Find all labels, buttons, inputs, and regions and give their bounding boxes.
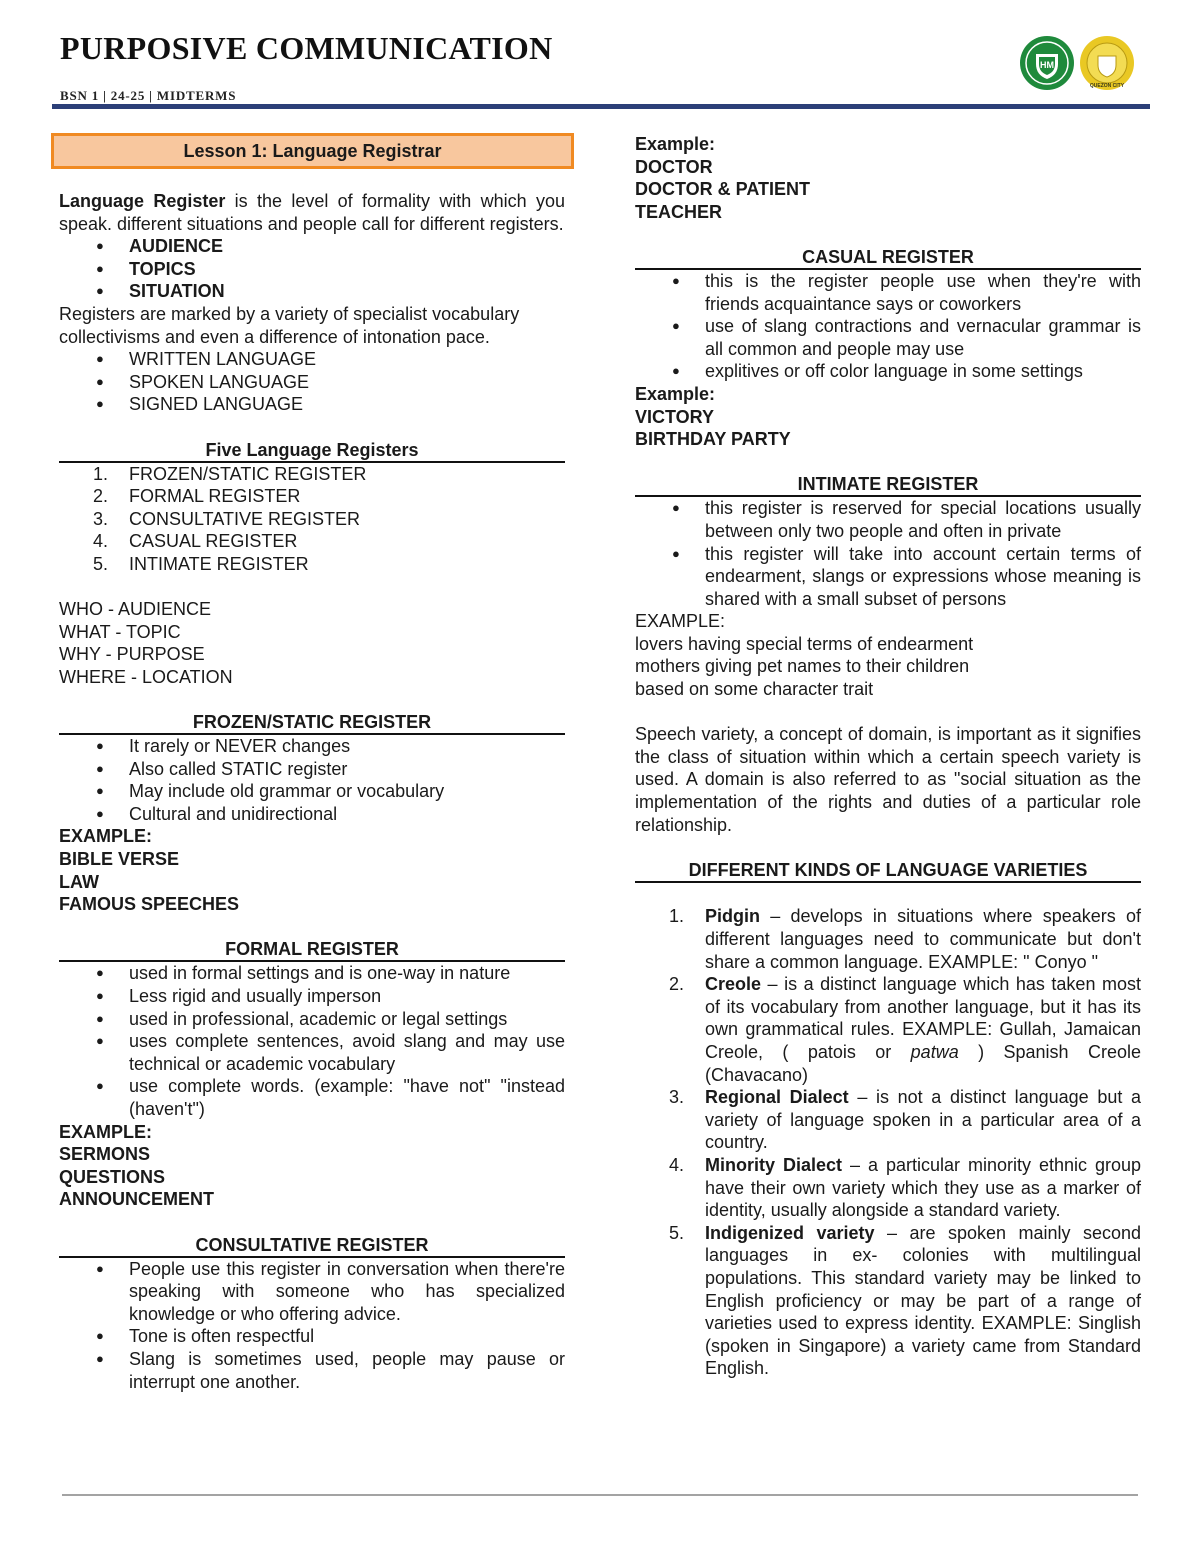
right-column: [635, 133, 1141, 1380]
intro-text: is the level of formality with which you speak. different situations and people call for different registers.: [59, 191, 565, 234]
casual-bullets: [635, 270, 1141, 383]
example-item: based on some character trait: [635, 679, 874, 700]
list-item: 3. Regional Dialect – is not a distinct language but a variety of language spoken in a particular area of a country.: [669, 1087, 1141, 1153]
example-item: BIBLE VERSE: [59, 849, 180, 870]
intro-paragraph: [59, 190, 565, 235]
example-item: VICTORY: [635, 406, 715, 427]
five-registers-list: [59, 463, 565, 576]
formal-bullets: [59, 962, 565, 1120]
list-item: 2. FORMAL REGISTER: [93, 486, 301, 507]
consultative-bullets: [59, 1258, 565, 1394]
list-item: ● SITUATION: [129, 280, 565, 303]
example-item: LAW: [59, 871, 99, 892]
example-label: EXAMPLE:: [635, 611, 726, 632]
list-item: 1. Pidgin – develops in situations where speakers of different languages need to communicate but don't share a common language. EXAMPLE: " Conyo ": [669, 906, 1141, 972]
example-label: Example:: [635, 134, 716, 154]
list-item: ● Slang is sometimes used, people may pause or interrupt one another.: [129, 1348, 565, 1393]
list-item: 1. FROZEN/STATIC REGISTER: [93, 463, 367, 484]
varieties-list: [635, 905, 1141, 1379]
intro-term: Language Register: [59, 191, 226, 211]
formal-register-heading: FORMAL REGISTER: [59, 938, 565, 962]
quezon-city-seal-logo: [1078, 34, 1136, 92]
speech-variety-paragraph: Speech variety, a concept of domain, is important as it signifies the class of situation within which a certain speech variety is used. A domain is also referred to as "social situation as the implementation of the rights and duties of a particular role relationship.: [635, 724, 1141, 835]
left-column: [59, 133, 565, 1393]
seal2-text: QUEZON CITY: [1089, 83, 1125, 89]
language-forms-list: [59, 348, 565, 416]
example-item: FAMOUS SPEECHES: [59, 894, 240, 915]
intimate-bullets: [635, 497, 1141, 610]
list-item: ● used in formal settings and is one-way in nature: [129, 962, 565, 985]
factors-list: [59, 235, 565, 303]
casual-register-heading: CASUAL REGISTER: [635, 246, 1141, 270]
list-item: ● uses complete sentences, avoid slang and may use technical or academic vocabulary: [129, 1030, 565, 1075]
intimate-register-heading: INTIMATE REGISTER: [635, 473, 1141, 497]
wh-line: WHERE - LOCATION: [59, 666, 233, 687]
document-subtitle: BSN 1 | 24-25 | MIDTERMS: [60, 88, 237, 103]
seal1-text: HM: [1040, 60, 1054, 70]
example-item: TEACHER: [635, 201, 723, 222]
markers-paragraph: Registers are marked by a variety of specialist vocabulary collectivisms and even a difference of intonation pace.: [59, 303, 520, 347]
list-item: ● TOPICS: [129, 258, 565, 281]
example-item: DOCTOR & PATIENT: [635, 179, 810, 200]
example-item: BIRTHDAY PARTY: [635, 429, 791, 450]
lesson-title-box: [51, 133, 574, 169]
list-item: ● this register is reserved for special locations usually between only two people and often in private: [705, 497, 1141, 542]
example-item: ANNOUNCEMENT: [59, 1189, 214, 1210]
list-item: ● this register will take into account certain terms of endearment, slangs or expressions whose meaning is shared with a small subset of persons: [705, 543, 1141, 611]
document-title: PURPOSIVE COMMUNICATION: [60, 30, 553, 66]
list-item: ● use complete words. (example: "have not" "instead (haven't"): [129, 1075, 565, 1120]
consultative-register-heading: CONSULTATIVE REGISTER: [59, 1234, 565, 1258]
lesson-title: Lesson 1: Language Registrar: [183, 140, 442, 161]
list-item: ● It rarely or NEVER changes: [129, 735, 565, 758]
example-item: mothers giving pet names to their children: [635, 656, 970, 677]
example-item: lovers having special terms of endearment: [635, 633, 974, 654]
list-item: ● this is the register people use when they're with friends acquaintance says or coworkers: [705, 270, 1141, 315]
list-item: 5. INTIMATE REGISTER: [93, 553, 309, 574]
example-item: DOCTOR: [635, 156, 713, 177]
wh-line: WHY - PURPOSE: [59, 644, 205, 665]
list-item: ● explitives or off color language in some settings: [705, 360, 1141, 383]
list-item: ● Also called STATIC register: [129, 758, 565, 781]
five-registers-heading: Five Language Registers: [59, 439, 565, 463]
list-item: ● use of slang contractions and vernacular grammar is all common and people may use: [705, 315, 1141, 360]
varieties-heading: DIFFERENT KINDS OF LANGUAGE VARIETIES: [635, 859, 1141, 883]
list-item: ● Less rigid and usually imperson: [129, 985, 565, 1008]
list-item: 5. Indigenized variety – are spoken mainly second languages in ex- colonies with multilingual populations. This standard variety may be linked to English proficiency or may be part of a range of varieties used to express identity. EXAMPLE: Singlish (spoken in Singapore) a variety came from Standard English.: [669, 1222, 1141, 1379]
list-item: ● Tone is often respectful: [129, 1325, 565, 1348]
example-label: EXAMPLE:: [59, 826, 153, 847]
list-item: ● used in professional, academic or legal settings: [129, 1008, 565, 1031]
wh-line: WHO - AUDIENCE: [59, 599, 212, 620]
list-item: ● AUDIENCE: [129, 235, 565, 258]
example-item: QUESTIONS: [59, 1166, 166, 1187]
list-item: ● SIGNED LANGUAGE: [129, 393, 565, 416]
example-item: SERMONS: [59, 1144, 151, 1165]
list-item: ● SPOKEN LANGUAGE: [129, 371, 565, 394]
list-item: 4. Minority Dialect – a particular minority ethnic group have their own variety which they use as a marker of identity, usually alongside a standard variety.: [669, 1154, 1141, 1221]
list-item: ● Cultural and unidirectional: [129, 803, 565, 826]
frozen-bullets: [59, 735, 565, 825]
list-item: 2. Creole – is a distinct language which has taken most of its vocabulary from another language, but it has its own grammatical rules. EXAMPLE: Gullah, Jamaican Creole, ( patois or patwa ) Spanish Creole (Chavacano): [669, 974, 1141, 1085]
example-label: Example:: [635, 383, 716, 404]
school-seal-logo: [1018, 34, 1076, 92]
list-item: ● People use this register in conversation when there're speaking with someone who has specialized knowledge or who offering advice.: [129, 1258, 565, 1326]
list-item: 3. CONSULTATIVE REGISTER: [93, 508, 361, 529]
wh-line: WHAT - TOPIC: [59, 621, 181, 642]
list-item: ● May include old grammar or vocabulary: [129, 780, 565, 803]
footer-divider: [62, 1494, 1138, 1496]
list-item: 4. CASUAL REGISTER: [93, 531, 298, 552]
example-label: EXAMPLE:: [59, 1121, 153, 1142]
header-divider: [52, 104, 1150, 109]
frozen-register-heading: FROZEN/STATIC REGISTER: [59, 711, 565, 735]
list-item: ● WRITTEN LANGUAGE: [129, 348, 565, 371]
